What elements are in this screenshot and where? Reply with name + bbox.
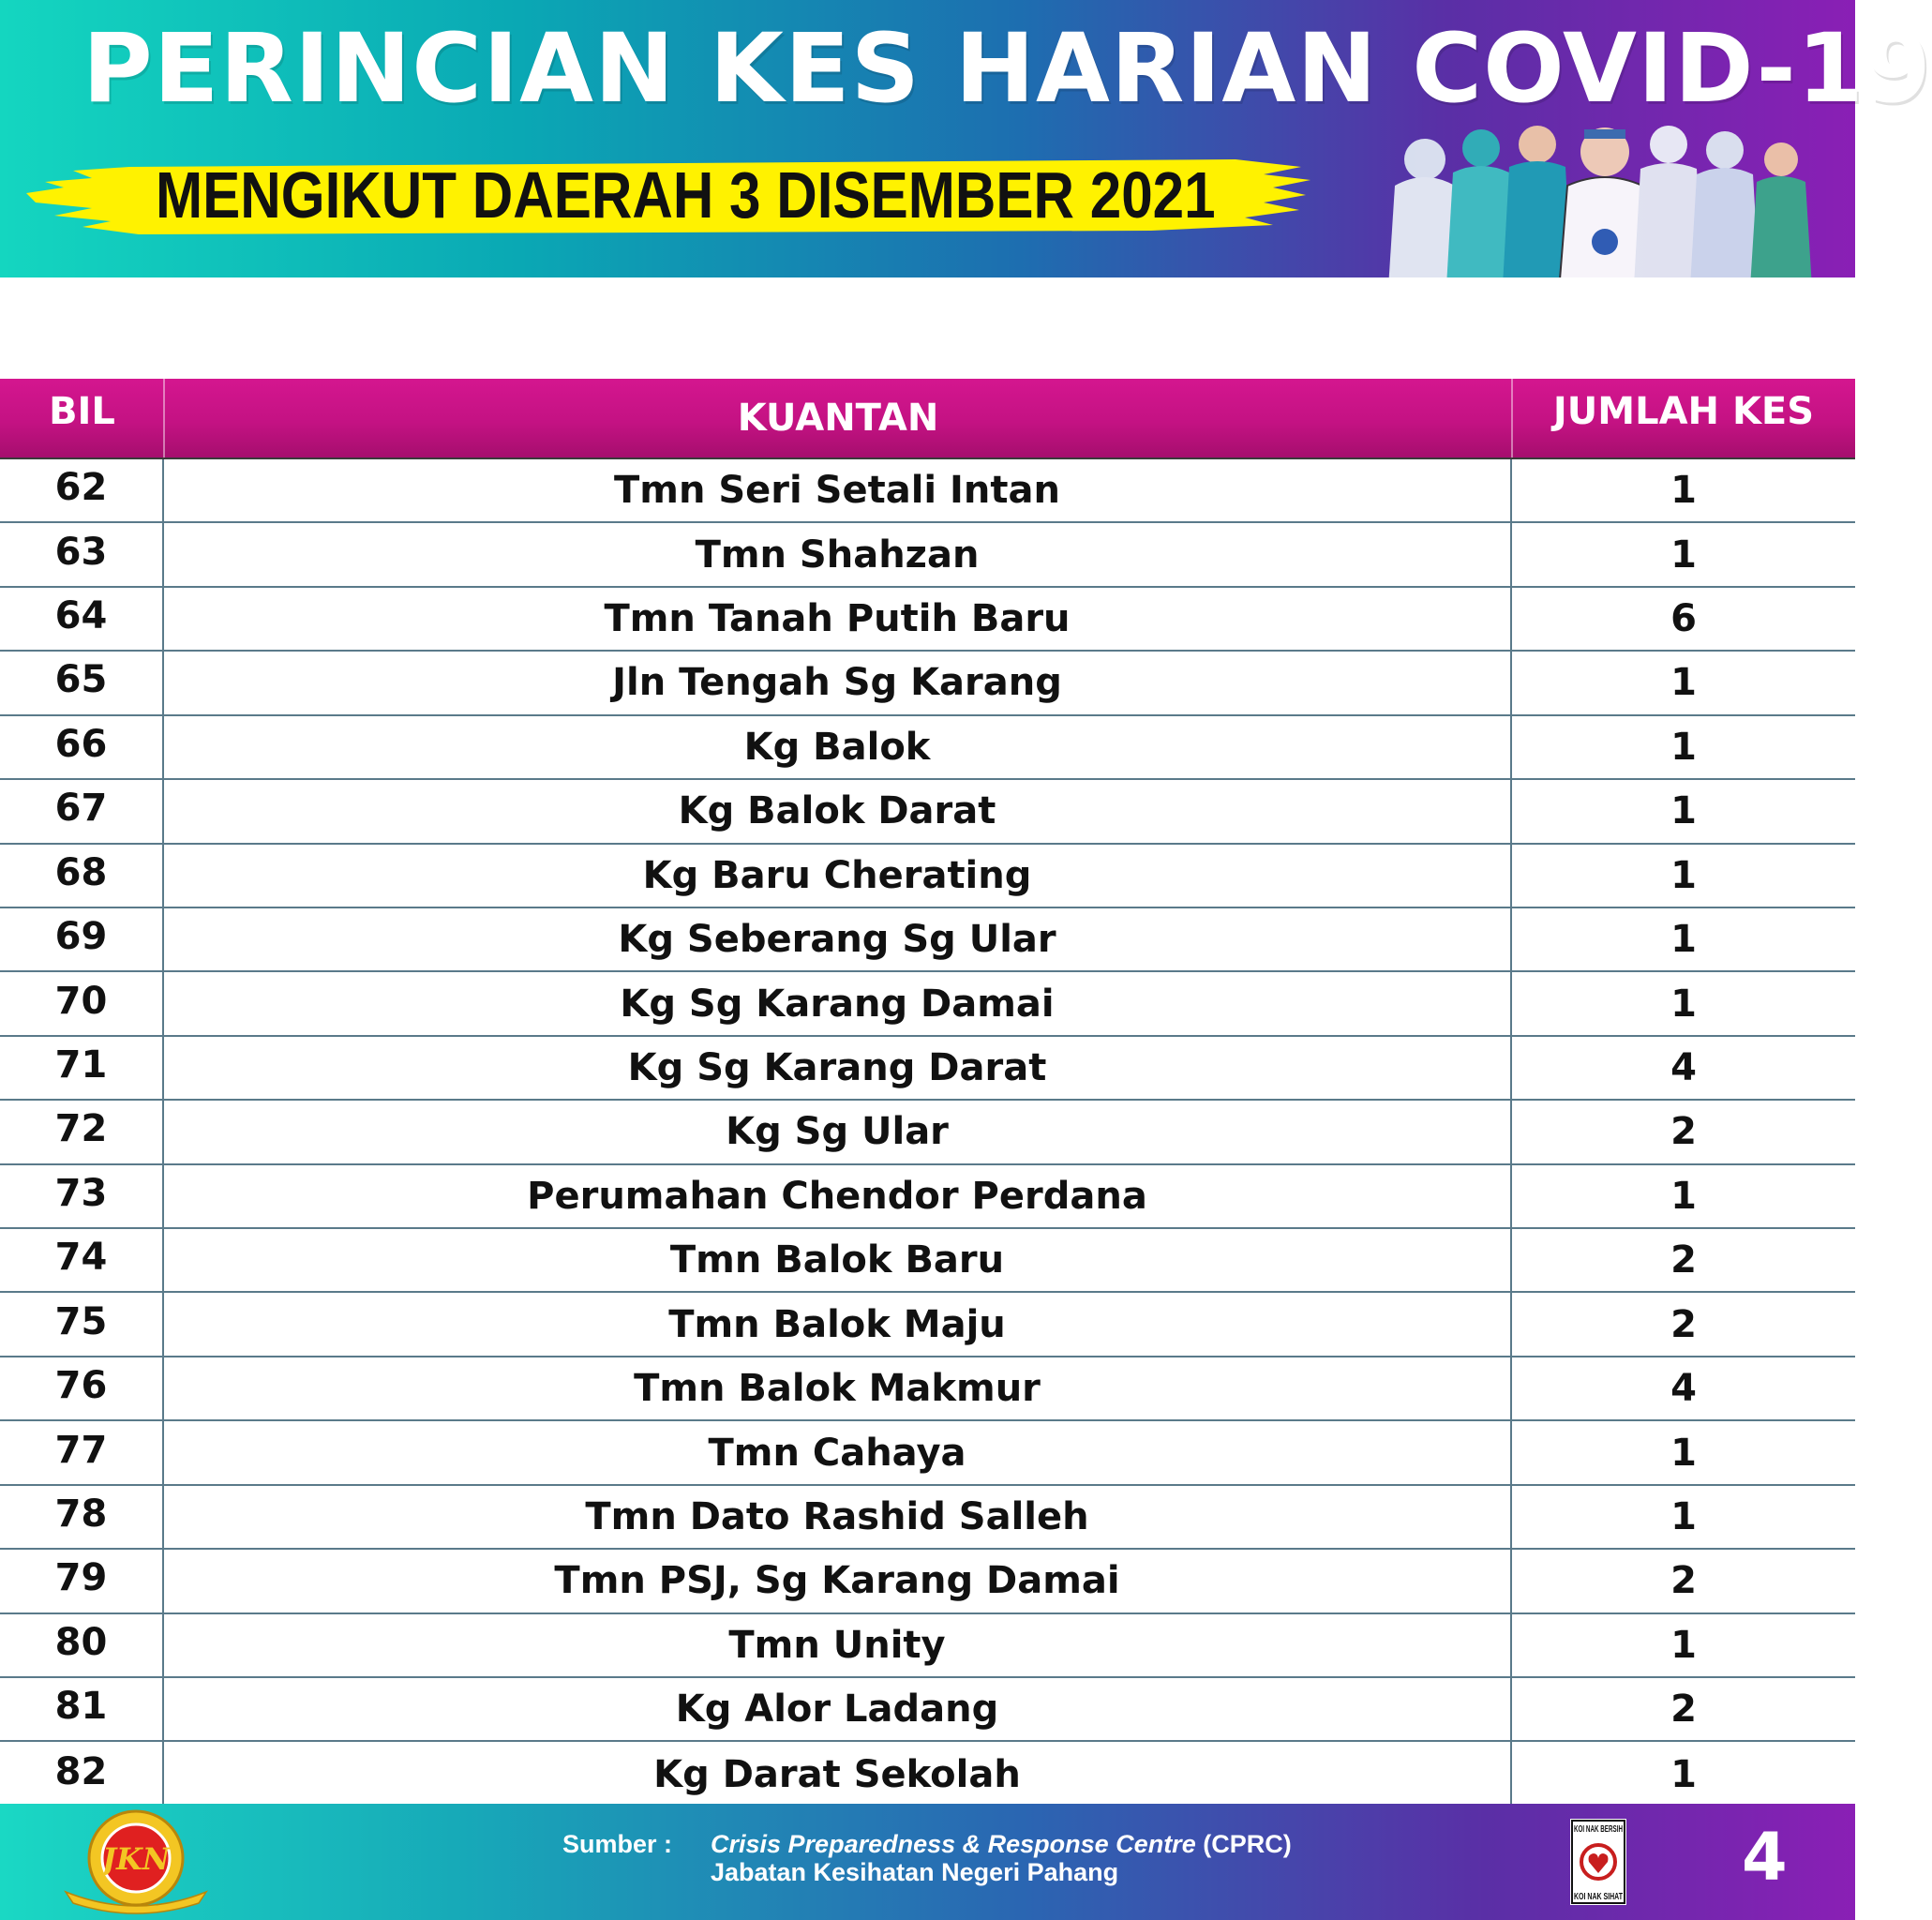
row-location: Kg Sg Ular	[164, 1101, 1512, 1162]
table-row	[0, 1101, 1855, 1164]
row-number: 81	[0, 1678, 164, 1740]
row-case-count: 2	[1670, 1302, 1697, 1346]
source-org-name: Crisis Preparedness & Response Centre	[711, 1830, 1196, 1858]
row-number: 82	[0, 1742, 164, 1806]
row-location: Kg Darat Sekolah	[164, 1742, 1512, 1806]
koi-nak-sihat-logo-icon	[1570, 1819, 1626, 1905]
row-case-count: 4	[1670, 1367, 1697, 1411]
row-case-count: 1	[1670, 469, 1697, 513]
table-row	[0, 1037, 1855, 1101]
row-location: Tmn Cahaya	[164, 1421, 1512, 1483]
row-location: Tmn Tanah Putih Baru	[164, 588, 1512, 650]
footer	[0, 1804, 1855, 1920]
row-case-count: 1	[1670, 1174, 1697, 1218]
row-case-count: 2	[1670, 1110, 1697, 1154]
row-location: Perumahan Chendor Perdana	[164, 1165, 1512, 1227]
row-number: 69	[0, 908, 164, 970]
row-number: 62	[0, 459, 164, 521]
row-location: Kg Balok Darat	[164, 780, 1512, 842]
row-number: 75	[0, 1293, 164, 1355]
table-row	[0, 1293, 1855, 1357]
table-row	[0, 1421, 1855, 1485]
jkn-logo-icon	[56, 1809, 216, 1914]
row-case-count: 1	[1670, 1431, 1697, 1475]
row-number: 67	[0, 780, 164, 842]
row-case-count: 1	[1670, 918, 1697, 962]
table-row	[0, 1229, 1855, 1293]
row-number: 74	[0, 1229, 164, 1291]
column-header-district: KUANTAN	[737, 397, 939, 440]
row-case-count: 1	[1670, 789, 1697, 833]
koi-logo-top-text: KOI NAK BERSIH	[1574, 1824, 1623, 1835]
source-org-abbr: (CPRC)	[1203, 1830, 1292, 1858]
row-location: Kg Alor Ladang	[164, 1678, 1512, 1740]
table-row	[0, 588, 1855, 652]
column-header-total: JUMLAH KES	[1552, 390, 1815, 433]
row-number: 78	[0, 1486, 164, 1548]
row-location: Tmn Dato Rashid Salleh	[164, 1486, 1512, 1548]
row-location: Kg Balok	[164, 716, 1512, 778]
table-row	[0, 459, 1855, 523]
row-location: Jln Tengah Sg Karang	[164, 652, 1512, 713]
table-row	[0, 908, 1855, 972]
row-number: 77	[0, 1421, 164, 1483]
row-location: Kg Baru Cherating	[164, 845, 1512, 907]
row-location: Kg Sg Karang Damai	[164, 972, 1512, 1034]
row-case-count: 2	[1670, 1559, 1697, 1603]
source-line-2: Jabatan Kesihatan Negeri Pahang	[711, 1858, 1119, 1886]
row-case-count: 2	[1670, 1238, 1697, 1282]
row-number: 79	[0, 1550, 164, 1612]
row-case-count: 1	[1670, 982, 1697, 1026]
row-case-count: 1	[1670, 661, 1697, 705]
table-row	[0, 1742, 1855, 1806]
table-row	[0, 972, 1855, 1036]
subtitle-banner	[26, 150, 1310, 236]
koi-logo-bottom-text: KOI NAK SIHAT	[1574, 1892, 1623, 1902]
row-number: 66	[0, 716, 164, 778]
cases-table	[0, 379, 1855, 1807]
row-number: 63	[0, 523, 164, 585]
row-number: 73	[0, 1165, 164, 1227]
table-row	[0, 1358, 1855, 1421]
row-case-count: 1	[1670, 1752, 1697, 1796]
row-location: Tmn Balok Makmur	[164, 1358, 1512, 1419]
row-case-count: 4	[1670, 1046, 1697, 1089]
table-row	[0, 523, 1855, 587]
column-header-bil: BIL	[49, 390, 115, 433]
row-location: Tmn Balok Maju	[164, 1293, 1512, 1355]
page-number: 4	[1742, 1819, 1788, 1896]
row-case-count: 1	[1670, 532, 1697, 577]
row-location: Kg Seberang Sg Ular	[164, 908, 1512, 970]
header-spacer	[0, 278, 1855, 379]
table-row	[0, 652, 1855, 715]
row-location: Tmn PSJ, Sg Karang Damai	[164, 1550, 1512, 1612]
row-case-count: 2	[1670, 1688, 1697, 1732]
table-row	[0, 845, 1855, 908]
table-row	[0, 1550, 1855, 1613]
row-number: 64	[0, 588, 164, 650]
page-title: PERINCIAN KES HARIAN COVID-19	[82, 13, 1932, 125]
subtitle-text: MENGIKUT DAERAH 3 DISEMBER 2021	[156, 158, 1216, 232]
row-number: 71	[0, 1037, 164, 1099]
table-row	[0, 1486, 1855, 1550]
row-number: 68	[0, 845, 164, 907]
table-row	[0, 1165, 1855, 1229]
table-body	[0, 459, 1855, 1807]
row-case-count: 1	[1670, 1623, 1697, 1667]
row-location: Tmn Balok Baru	[164, 1229, 1512, 1291]
table-header	[0, 379, 1855, 459]
row-number: 80	[0, 1614, 164, 1676]
row-number: 76	[0, 1358, 164, 1419]
source-line-1	[711, 1830, 1292, 1859]
row-location: Tmn Unity	[164, 1614, 1512, 1676]
table-row	[0, 1678, 1855, 1742]
table-row	[0, 716, 1855, 780]
row-number: 70	[0, 972, 164, 1034]
table-row	[0, 780, 1855, 844]
jkn-logo-text: JKN	[101, 1841, 171, 1877]
row-location: Tmn Seri Setali Intan	[164, 459, 1512, 521]
row-location: Tmn Shahzan	[164, 523, 1512, 585]
row-case-count: 1	[1670, 725, 1697, 769]
row-case-count: 1	[1670, 853, 1697, 897]
row-number: 65	[0, 652, 164, 713]
row-case-count: 1	[1670, 1494, 1697, 1538]
row-case-count: 6	[1670, 597, 1697, 641]
source-label: Sumber :	[562, 1830, 673, 1858]
header-banner	[0, 0, 1932, 278]
row-number: 72	[0, 1101, 164, 1162]
table-row	[0, 1614, 1855, 1678]
row-location: Kg Sg Karang Darat	[164, 1037, 1512, 1099]
